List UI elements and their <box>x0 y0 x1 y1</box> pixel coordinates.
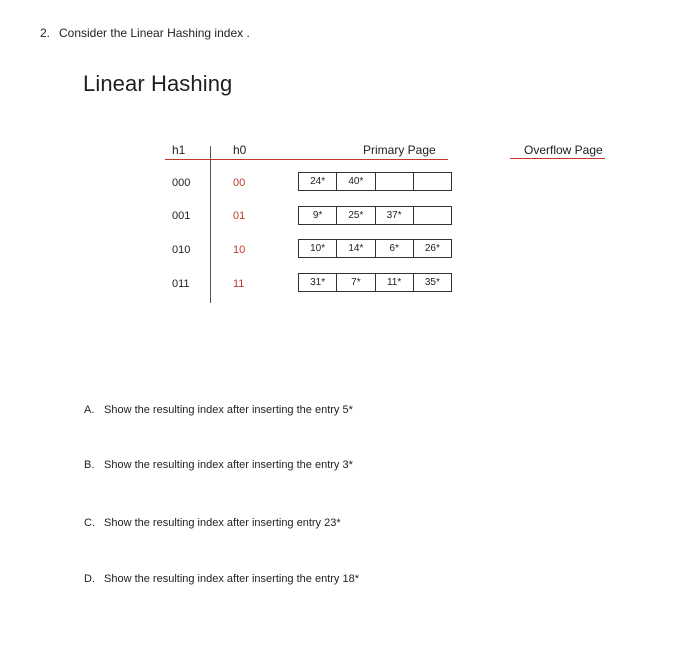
header-primary-page: Primary Page <box>363 143 436 157</box>
row-h0-label: 11 <box>233 278 245 290</box>
subquestion-letter: A. <box>84 404 95 416</box>
bucket-entry: 40* <box>337 173 375 190</box>
row-h1-label: 001 <box>172 210 191 222</box>
bucket-entry: 6* <box>376 240 414 257</box>
row-h0-label: 01 <box>233 210 246 222</box>
bucket-entry: 7* <box>337 274 375 291</box>
header-underline-overflow <box>510 158 605 159</box>
header-h0: h0 <box>233 143 247 157</box>
bucket-entry <box>376 173 414 190</box>
row-h0-label: 10 <box>233 244 246 256</box>
bucket-primary-page <box>298 206 452 225</box>
subquestion-a <box>84 404 353 416</box>
figure-title: Linear Hashing <box>83 71 233 96</box>
subquestion-c <box>84 517 341 529</box>
bucket-entry: 9* <box>299 207 337 224</box>
subquestion-text: Show the resulting index after inserting entry 23* <box>104 517 341 529</box>
row-h1-label: 000 <box>172 177 191 189</box>
header-overflow-page: Overflow Page <box>524 143 603 157</box>
subquestion-text: Show the resulting index after inserting the entry 3* <box>104 459 353 471</box>
subquestion-letter: B. <box>84 459 95 471</box>
row-h1-label: 010 <box>172 244 191 256</box>
row-h0-label: 00 <box>233 177 246 189</box>
subquestion-letter: D. <box>84 573 95 585</box>
column-divider <box>210 146 211 303</box>
bucket-entry: 25* <box>337 207 375 224</box>
subquestion-letter: C. <box>84 517 95 529</box>
bucket-entry <box>414 173 451 190</box>
subquestion-text: Show the resulting index after inserting the entry 18* <box>104 573 359 585</box>
bucket-entry: 31* <box>299 274 337 291</box>
row-h1-label: 011 <box>172 278 190 290</box>
bucket-entry <box>414 207 451 224</box>
bucket-primary-page <box>298 239 452 258</box>
subquestion-text: Show the resulting index after inserting the entry 5* <box>104 404 353 416</box>
bucket-primary-page <box>298 273 452 292</box>
bucket-entry: 10* <box>299 240 337 257</box>
bucket-primary-page <box>298 172 452 191</box>
bucket-entry: 11* <box>376 274 414 291</box>
question-text: Consider the Linear Hashing index . <box>59 26 250 40</box>
bucket-entry: 14* <box>337 240 375 257</box>
header-underline-primary <box>165 159 448 160</box>
bucket-entry: 26* <box>424 243 440 254</box>
subquestion-d <box>84 573 359 585</box>
header-h1: h1 <box>172 143 186 157</box>
bucket-entry: 35* <box>424 277 440 288</box>
subquestion-b <box>84 459 353 471</box>
question-title <box>40 26 250 40</box>
bucket-entry: 24* <box>299 173 337 190</box>
bucket-entry: 37* <box>376 207 414 224</box>
question-number: 2. <box>40 26 51 40</box>
